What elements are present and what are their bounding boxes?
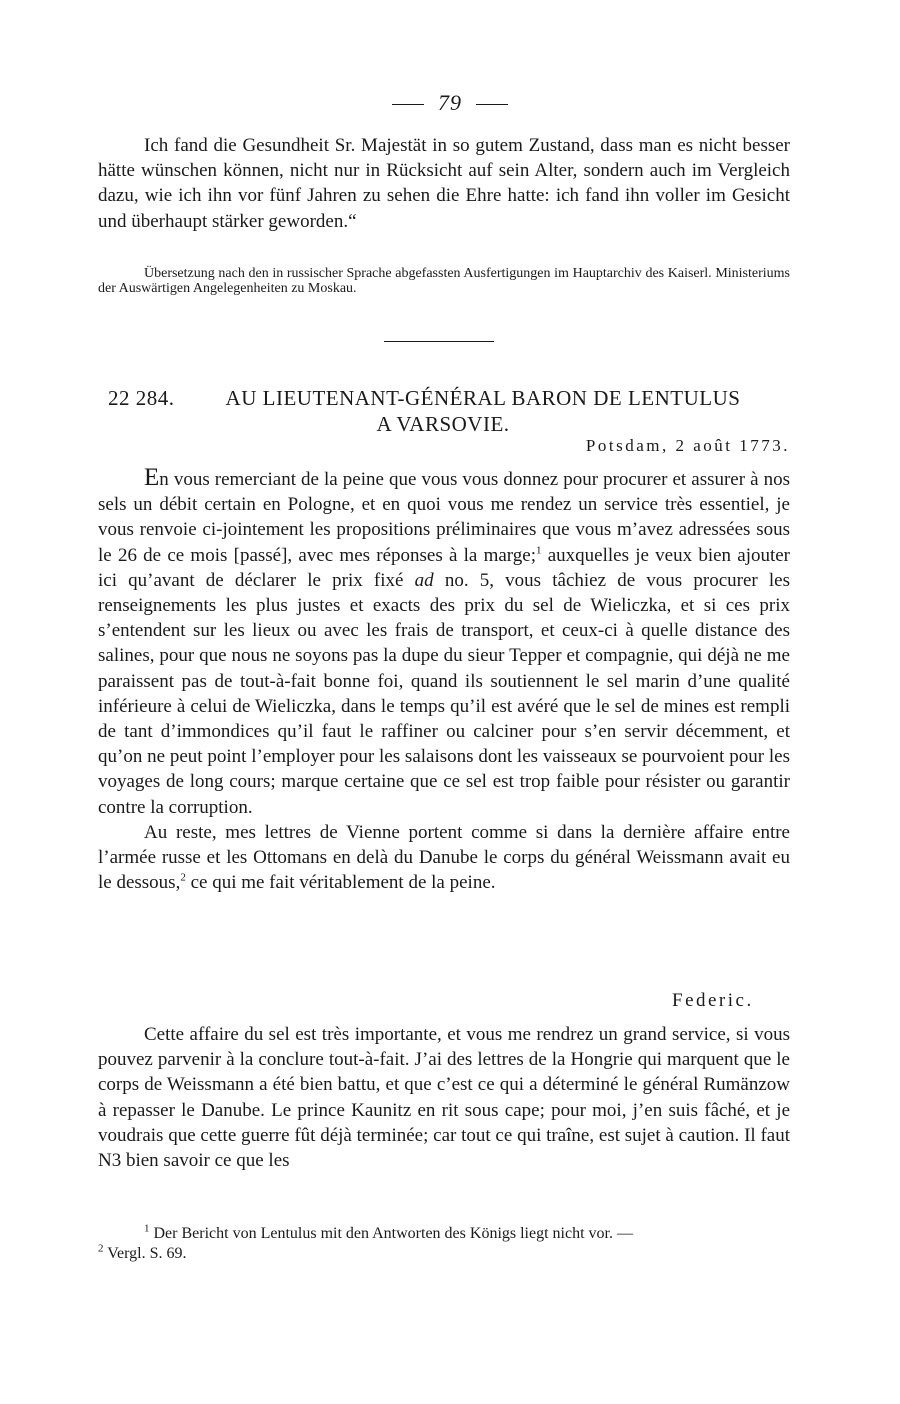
- continuation-text: Ich fand die Gesundheit Sr. Majestät in so gutem Zustand, dass man es nicht besser hätte wünschen können, nicht nur in Rücksicht auf sein Alter, sondern auch im Vergleich dazu, wie ich ihn vor fünf Jahren zu sehen die Ehre hatte: ich fand ihn voller im Gesicht und überhaupt stärker geworden.“: [98, 135, 790, 232]
- footnote-marker-1: 1: [536, 544, 542, 557]
- signature: Federic.: [672, 990, 754, 1011]
- footnote-1-mark: 1: [144, 1222, 150, 1235]
- letter-body: [98, 465, 790, 895]
- letter-place-date: Potsdam, 2 août 1773.: [585, 436, 790, 455]
- page-number-dash-left: [392, 104, 424, 105]
- footnote-1: [98, 1224, 790, 1244]
- para1-text-c: no. 5, vous tâchiez de vous procurer les renseignements les plus justes et exacts des prix du sel de Wieliczka, et si ces prix s’entendent sur les lieux ou avec les frais de transport, et ceux-ci à quelle distance des salines, pour que nous ne soyons pas la dupe du sieur Tepper et compagnie, qui déjà ne me paraissent pas de tout-à-fait bonne foi, quand ils soutiennent le sel marin d’une qualité inférieure à celui de Wieliczka, dans le temps qu’il est avéré que le sel de mines est rempli de tant d’immondices qu’il faut le raffiner ou calciner pour s’en servir décemment, et qu’on ne peut point l’employer pour les salaisons dont les vaisseaux se pourvoient pour les voyages de long cours; marque certaine que ce sel est trop faible pour résister ou garantir contre la corruption.: [98, 569, 790, 818]
- postscript-paragraph: Cette affaire du sel est très importante, et vous me rendrez un grand service, si vous pouvez parvenir à la conclure tout-à-fait. J’ai des lettres de la Hongrie qui marquent que le corps de Weissmann a été bien battu, et que c’est ce qui a déterminé le général Rumänzow à repasser le Danube. Le prince Kaunitz en rit sous cape; pour moi, j’en suis fâché, et je voudrais que cette guerre fût déjà terminée; car tout ce qui traîne, est sujet à caution. Il faut N3 bien savoir ce que les: [98, 1024, 790, 1172]
- para2-text-b: ce qui me fait véritablement de la peine.: [185, 872, 496, 894]
- footnote-marker-2: 2: [180, 871, 186, 884]
- letter-paragraph-2: [98, 820, 790, 896]
- footnote-2-text: Vergl. S. 69.: [103, 1245, 187, 1262]
- letter-number: 22 284.: [108, 386, 175, 410]
- footnotes: [98, 1224, 790, 1264]
- para1-text-b: auxquelles je veux bien ajouter ici qu’avant de déclarer le prix fixé: [98, 544, 791, 591]
- postscript-block: [98, 1022, 790, 1173]
- letter-paragraph-1: [98, 465, 790, 820]
- page-number-value: 79: [438, 90, 462, 115]
- section-separator: [384, 341, 494, 342]
- footnote-2-mark: 2: [98, 1242, 104, 1255]
- footnote-1-text: Der Bericht von Lentulus mit den Antworten des Königs liegt nicht vor. —: [149, 1225, 633, 1242]
- letter-heading: [108, 385, 778, 437]
- footnote-2: [98, 1244, 790, 1264]
- page-number-dash-right: [476, 104, 508, 105]
- para2-text-a: Au reste, mes lettres de Vienne portent comme si dans la dernière affaire entre l’armée russe et les Ottomans en delà du Danube le corps du général Weissmann avait eu le dessous,: [98, 821, 790, 894]
- page-number: [0, 90, 900, 116]
- para1-ad: ad: [414, 569, 434, 591]
- para1-text-a: n vous remerciant de la peine que vous vous donnez pour procurer et assurer à nos sels un débit certain en Pologne, et en quoi vous me rendez un service très essentiel, je vous renvoie ci-jointement les propositions préliminaires que vous m’avez adressées sous le 26 de ce mois [passé], avec mes réponses à la marge;: [98, 469, 790, 566]
- letter-title-line1: AU LIEUTENANT-GÉNÉRAL BARON DE LENTULUS: [225, 386, 741, 410]
- letter-title-line2: A VARSOVIE.: [376, 412, 510, 436]
- continuation-paragraph: [98, 133, 790, 234]
- dropcap: E: [144, 464, 160, 491]
- source-note: Übersetzung nach den in russischer Sprache abgefassten Ausfertigungen im Hauptarchiv des Kaiserl. Ministeriums der Auswärtigen Angelegenheiten zu Moskau.: [98, 266, 790, 296]
